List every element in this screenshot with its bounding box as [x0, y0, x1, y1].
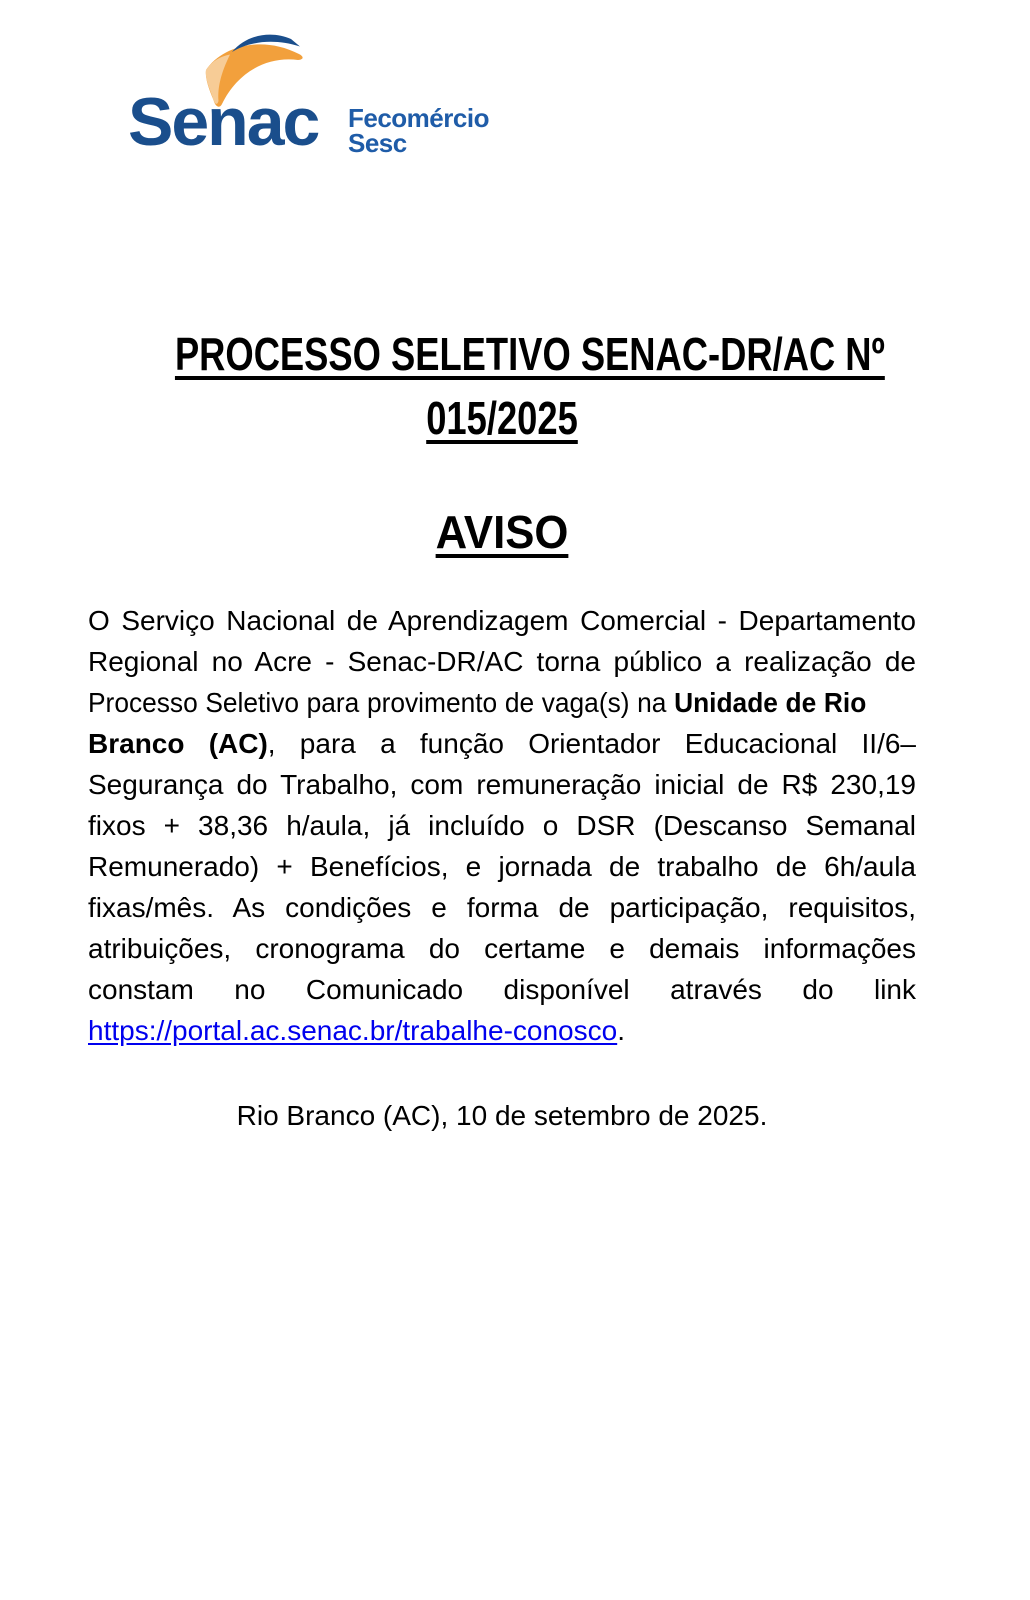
body-text: Regional no Acre - Senac-DR/AC torna público a realização de — [88, 646, 916, 677]
date-line: Rio Branco (AC), 10 de setembro de 2025. — [236, 1100, 768, 1131]
body-line — [88, 846, 916, 887]
body-text: Remunerado) + Benefícios, e jornada de trabalho de 6h/aula — [88, 851, 916, 882]
body-line — [88, 641, 916, 682]
process-title-line1: PROCESSO SELETIVO SENAC-DR/AC Nº — [174, 328, 885, 380]
body-text: fixos + 38,36 h/aula, já incluído o DSR (Descanso Semanal — [88, 810, 916, 841]
body-line — [88, 887, 916, 928]
process-title-line2: 015/2025 — [426, 392, 578, 444]
partner-line-fecomercio: Fecomércio — [348, 103, 489, 133]
body-text-bold: Unidade de Rio — [674, 687, 867, 718]
aviso-heading — [88, 500, 916, 564]
partner-line-sesc: Sesc — [348, 128, 407, 158]
aviso-heading-text: AVISO — [435, 506, 569, 558]
body-paragraph — [88, 600, 916, 1051]
body-text-bold: Branco (AC) — [88, 728, 268, 759]
process-title — [88, 322, 916, 450]
body-text: O Serviço Nacional de Aprendizagem Comercial - Departamento — [88, 605, 916, 636]
body-text: . — [617, 1015, 625, 1046]
body-text: constam no Comunicado disponível através do link — [88, 974, 916, 1005]
body-line — [88, 805, 916, 846]
body-link[interactable]: https://portal.ac.senac.br/trabalhe-conosco — [88, 1015, 618, 1046]
partner-text — [348, 103, 489, 158]
body-line — [88, 600, 916, 641]
body-line — [88, 764, 916, 805]
senac-logo — [126, 28, 526, 163]
body-text: , para a função Orientador Educacional II/6– — [267, 728, 916, 759]
body-text: Processo Seletivo para provimento de vaga(s) na — [88, 687, 675, 718]
body-line — [88, 682, 866, 723]
body-text: fixas/mês. As condições e forma de participação, requisitos, — [88, 892, 916, 923]
body-text: Segurança do Trabalho, com remuneração inicial de R$ 230,19 — [88, 769, 916, 800]
body-line — [88, 1010, 916, 1051]
body-line — [88, 723, 916, 764]
body-line — [88, 969, 916, 1010]
body-line — [88, 928, 916, 969]
body-text: atribuições, cronograma do certame e demais informações — [88, 933, 916, 964]
senac-wordmark: Senac — [128, 84, 319, 160]
